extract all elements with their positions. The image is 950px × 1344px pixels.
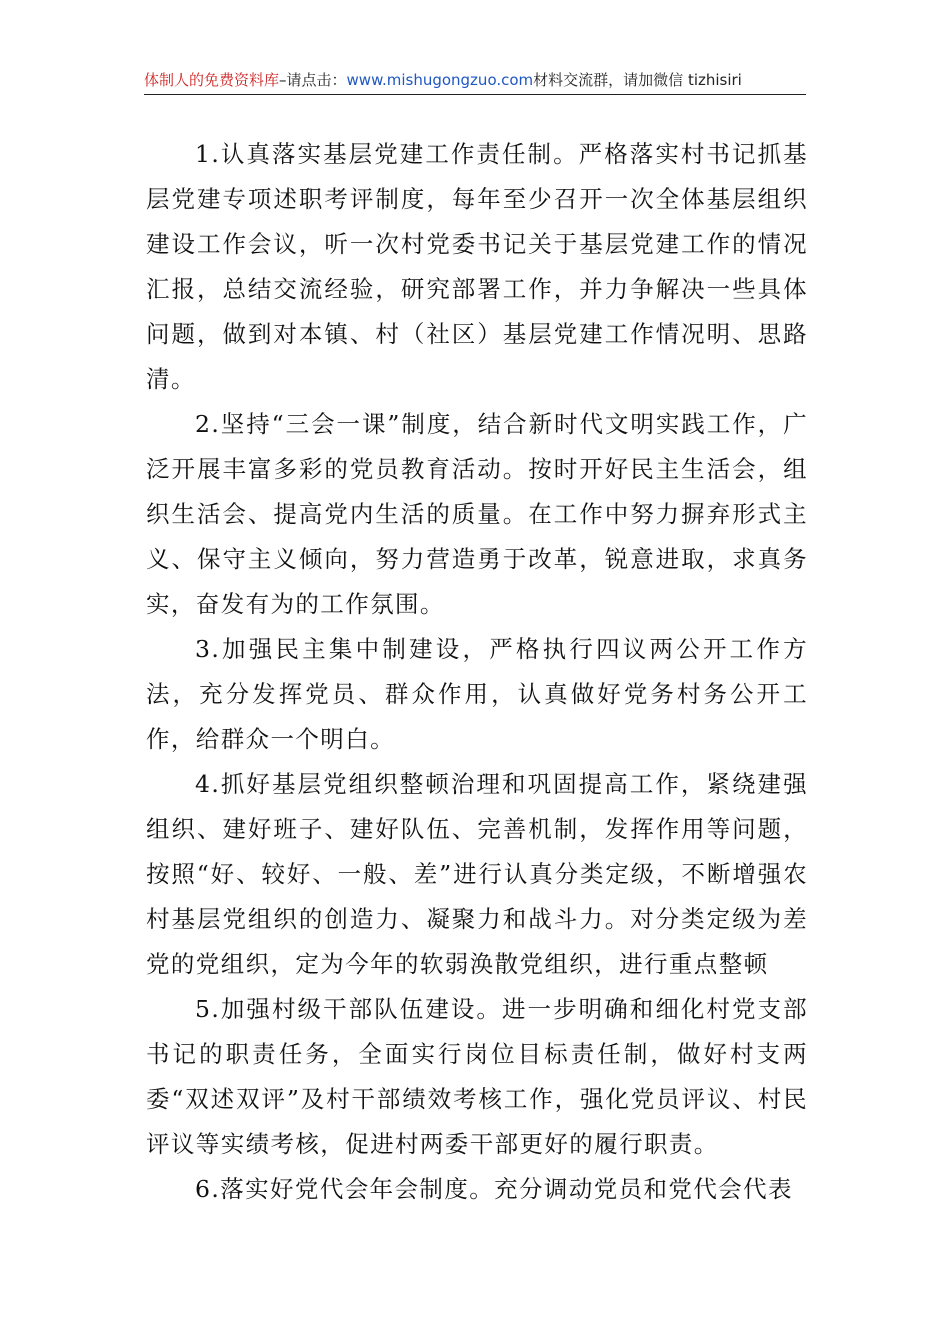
paragraph-5: 5.加强村级干部队伍建设。进一步明确和细化村党支部书记的职责任务，全面实行岗位目标责任制，做好村支两委“双述双评”及村干部绩效考核工作，强化党员评议、村民评议等实绩考核，促进村两委干部更好的履行职责。 [146,995,808,1158]
page-header [144,66,806,95]
header-note: 材料交流群，请加微信 tizhisiri [533,71,742,89]
paragraph-2: 2.坚持“三会一课”制度，结合新时代文明实践工作，广泛开展丰富多彩的党员教育活动。按时开好民主生活会，组织生活会、提高党内生活的质量。在工作中努力摒弃形式主义、保守主义倾向，努力营造勇于改革，锐意进取，求真务实，奋发有为的工作氛围。 [146,410,808,618]
header-prompt: –请点击： [279,71,347,89]
paragraph-1: 1.认真落实基层党建工作责任制。严格落实村书记抓基层党建专项述职考评制度，每年至少召开一次全体基层组织建设工作会议，听一次村党委书记关于基层党建工作的情况汇报，总结交流经验，研究部署工作，并力争解决一些具体问题，做到对本镇、村（社区）基层党建工作情况明、思路清。 [146,140,808,393]
paragraph-4: 4.抓好基层党组织整顿治理和巩固提高工作，紧绕建强组织、建好班子、建好队伍、完善机制，发挥作用等问题，按照“好、较好、一般、差”进行认真分类定级，不断增强农村基层党组织的创造力、凝聚力和战斗力。对分类定级为差党的党组织，定为今年的软弱涣散党组织，进行重点整顿 [146,770,808,978]
header-brand: 体制人的免费资料库 [144,71,280,89]
paragraph-6: 6.落实好党代会年会制度。充分调动党员和党代会代表 [195,1175,793,1203]
paragraph-3: 3.加强民主集中制建设，严格执行四议两公开工作方法，充分发挥党员、群众作用，认真做好党务村务公开工作，给群众一个明白。 [146,635,808,753]
header-link[interactable]: www.mishugongzuo.com [346,71,534,89]
document-body [146,132,808,1212]
